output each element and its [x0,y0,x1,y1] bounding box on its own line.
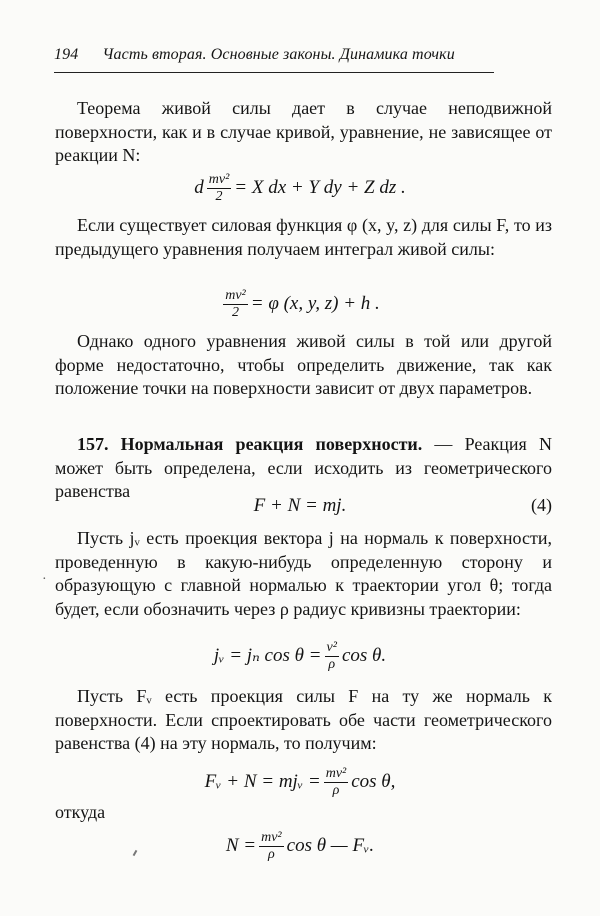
formula-live-force-differential [0,172,600,205]
equation-number: (4) [531,495,552,515]
fraction-numerator: mv² [259,830,284,847]
formula-live-force-integral [0,288,600,321]
paragraph-projection-j: Пусть jᵥ есть проекция вектора j на нормаль к поверхности, проведенную в какую-нибудь определенную сторону и образующую с главной нормалью к траектории угол θ; тогда будет, если обозначить через ρ радиус кривизны траектории: [55,528,552,619]
fraction [259,830,284,863]
paragraph-whence: откуда [55,802,106,822]
fraction-numerator: v² [325,640,339,657]
formula-right: cos θ. [341,644,387,666]
formula-geometric-equality [0,496,600,515]
page-number: 194 [54,46,79,63]
formula-normal-reaction [0,830,600,863]
fraction-numerator: mv² [223,288,248,305]
formula-text: F + N = mj. [253,495,347,516]
section-text: — Реакция N может быть определена, если исходить из геометрического равенства [55,434,552,501]
fraction-numerator: mv² [207,172,232,189]
paragraph-projection-f: Пусть Fᵥ есть проекция силы F на ту же нормаль к поверхности. Если спроектировать обе части геометрического равенства (4) на эту нормаль, то получим: [55,686,552,753]
fraction-denominator: ρ [332,783,340,799]
running-title: Часть вторая. Основные законы. Динамика точки [102,46,455,63]
paragraph-force-function: Если существует силовая функция φ (x, y, z) для силы F, то из предыдущего уравнения получаем интеграл живой силы: [55,215,552,259]
header-rule [54,72,494,73]
formula-rest: = φ (x, y, z) + h . [250,292,380,314]
margin-mark: · [42,572,47,587]
fraction [325,640,339,673]
formula-left: Fᵥ + N = mjᵥ = [204,770,321,792]
fraction-numerator: mv² [324,766,349,783]
fraction-denominator: ρ [328,657,336,673]
formula-projection-equation [0,766,600,799]
formula-right: cos θ, [351,770,396,792]
fraction [223,288,248,321]
paragraph-insufficient: Однако одного уравнения живой силы в той или другой форме недостаточно, чтобы определить движение, так как положение точки на поверхности зависит от двух параметров. [55,331,552,398]
section-title: 157. Нормальная реакция поверхности. [77,434,423,454]
formula-d: d [194,176,204,198]
running-head [54,46,494,64]
fraction-denominator: 2 [231,305,239,321]
formula-left: N = [225,834,257,856]
formula-projection-j [0,640,600,673]
fraction [324,766,349,799]
formula-right: cos θ — Fᵥ. [286,834,375,856]
paragraph-live-force-theorem: Теорема живой силы дает в случае неподвижной поверхности, как и в случае кривой, уравнение, не зависящее от реакции N: [55,98,552,165]
section-157 [55,433,552,504]
fraction-denominator: ρ [268,847,275,863]
fraction-denominator: 2 [215,189,223,205]
fraction [207,172,232,205]
formula-left: jᵥ = jₙ cos θ = [213,644,322,666]
formula-rest: = X dx + Y dy + Z dz . [234,176,406,198]
